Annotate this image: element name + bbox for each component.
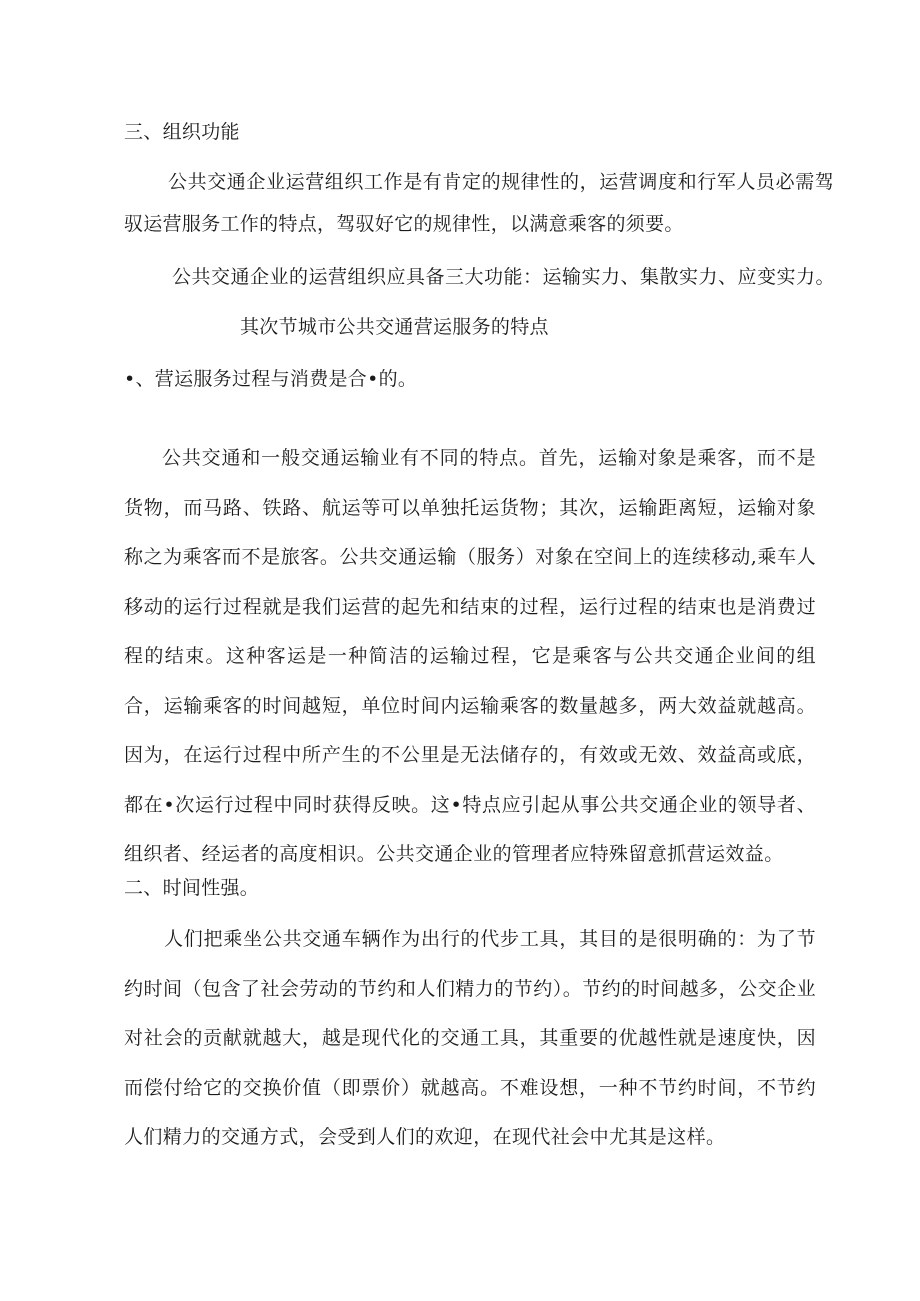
item-heading-two: 二、时间性强。 — [124, 877, 260, 899]
section-heading-organization-function: 三、组织功能 — [124, 121, 240, 143]
paragraph-line: 公共交通企业运营组织工作是有肯定的规律性的，运营调度和行军人员必需驾 — [168, 171, 835, 193]
section-title: 其次节城市公共交通营运服务的特点 — [240, 316, 549, 338]
paragraph-line: 驭运营服务工作的特点，驾驭好它的规律性，以满意乘客的须要。 — [124, 213, 684, 235]
item-heading-one: •、营运服务过程与消费是合•的。 — [124, 368, 418, 390]
paragraph-operation-features: 公共交通和一般交通运输业有不同的特点。首先，运输对象是乘客，而不是货物，而马路、铁路、航运等可以单独托运货物；其次，运输距离短，运输对象称之为乘客而不是旅客。公共交通运输（服务）对象在空间上的连续移动,乘车人移动的运行过程就是我们运营的起先和结束的过程，运行过程的结束也是消费过程的结束。这种客运是一种简洁的运输过程，它是乘客与公共交通企业间的组合，运输乘客的时间越短，单位时间内运输乘客的数量越多，两大效益就越高。因为，在运行过程中所产生的不公里是无法储存的，有效或无效、效益高或底，都在•次运行过程中同时获得反映。这•特点应引起从事公共交通企业的领导者、组织者、经运者的高度相识。公共交通企业的管理者应特殊留意抓营运效益。 — [124, 447, 816, 865]
paragraph-time-saving: 人们把乘坐公共交通车辆作为出行的代步工具，其目的是很明确的：为了节约时间（包含了社会劳动的节约和人们精力的节约）。节约的时间越多，公交企业对社会的贡献就越大，越是现代化的交通工具，其重要的优越性就是速度快，因而偿付给它的交换价值（即票价）就越高。不难设想，一种不节约时间，不节约人们精力的交通方式，会受到人们的欢迎，在现代社会中尤其是这样。 — [124, 928, 816, 1148]
paragraph-three-functions: 公共交通企业的运营组织应具备三大功能：运输实力、集散实力、应变实力。 — [172, 266, 836, 288]
